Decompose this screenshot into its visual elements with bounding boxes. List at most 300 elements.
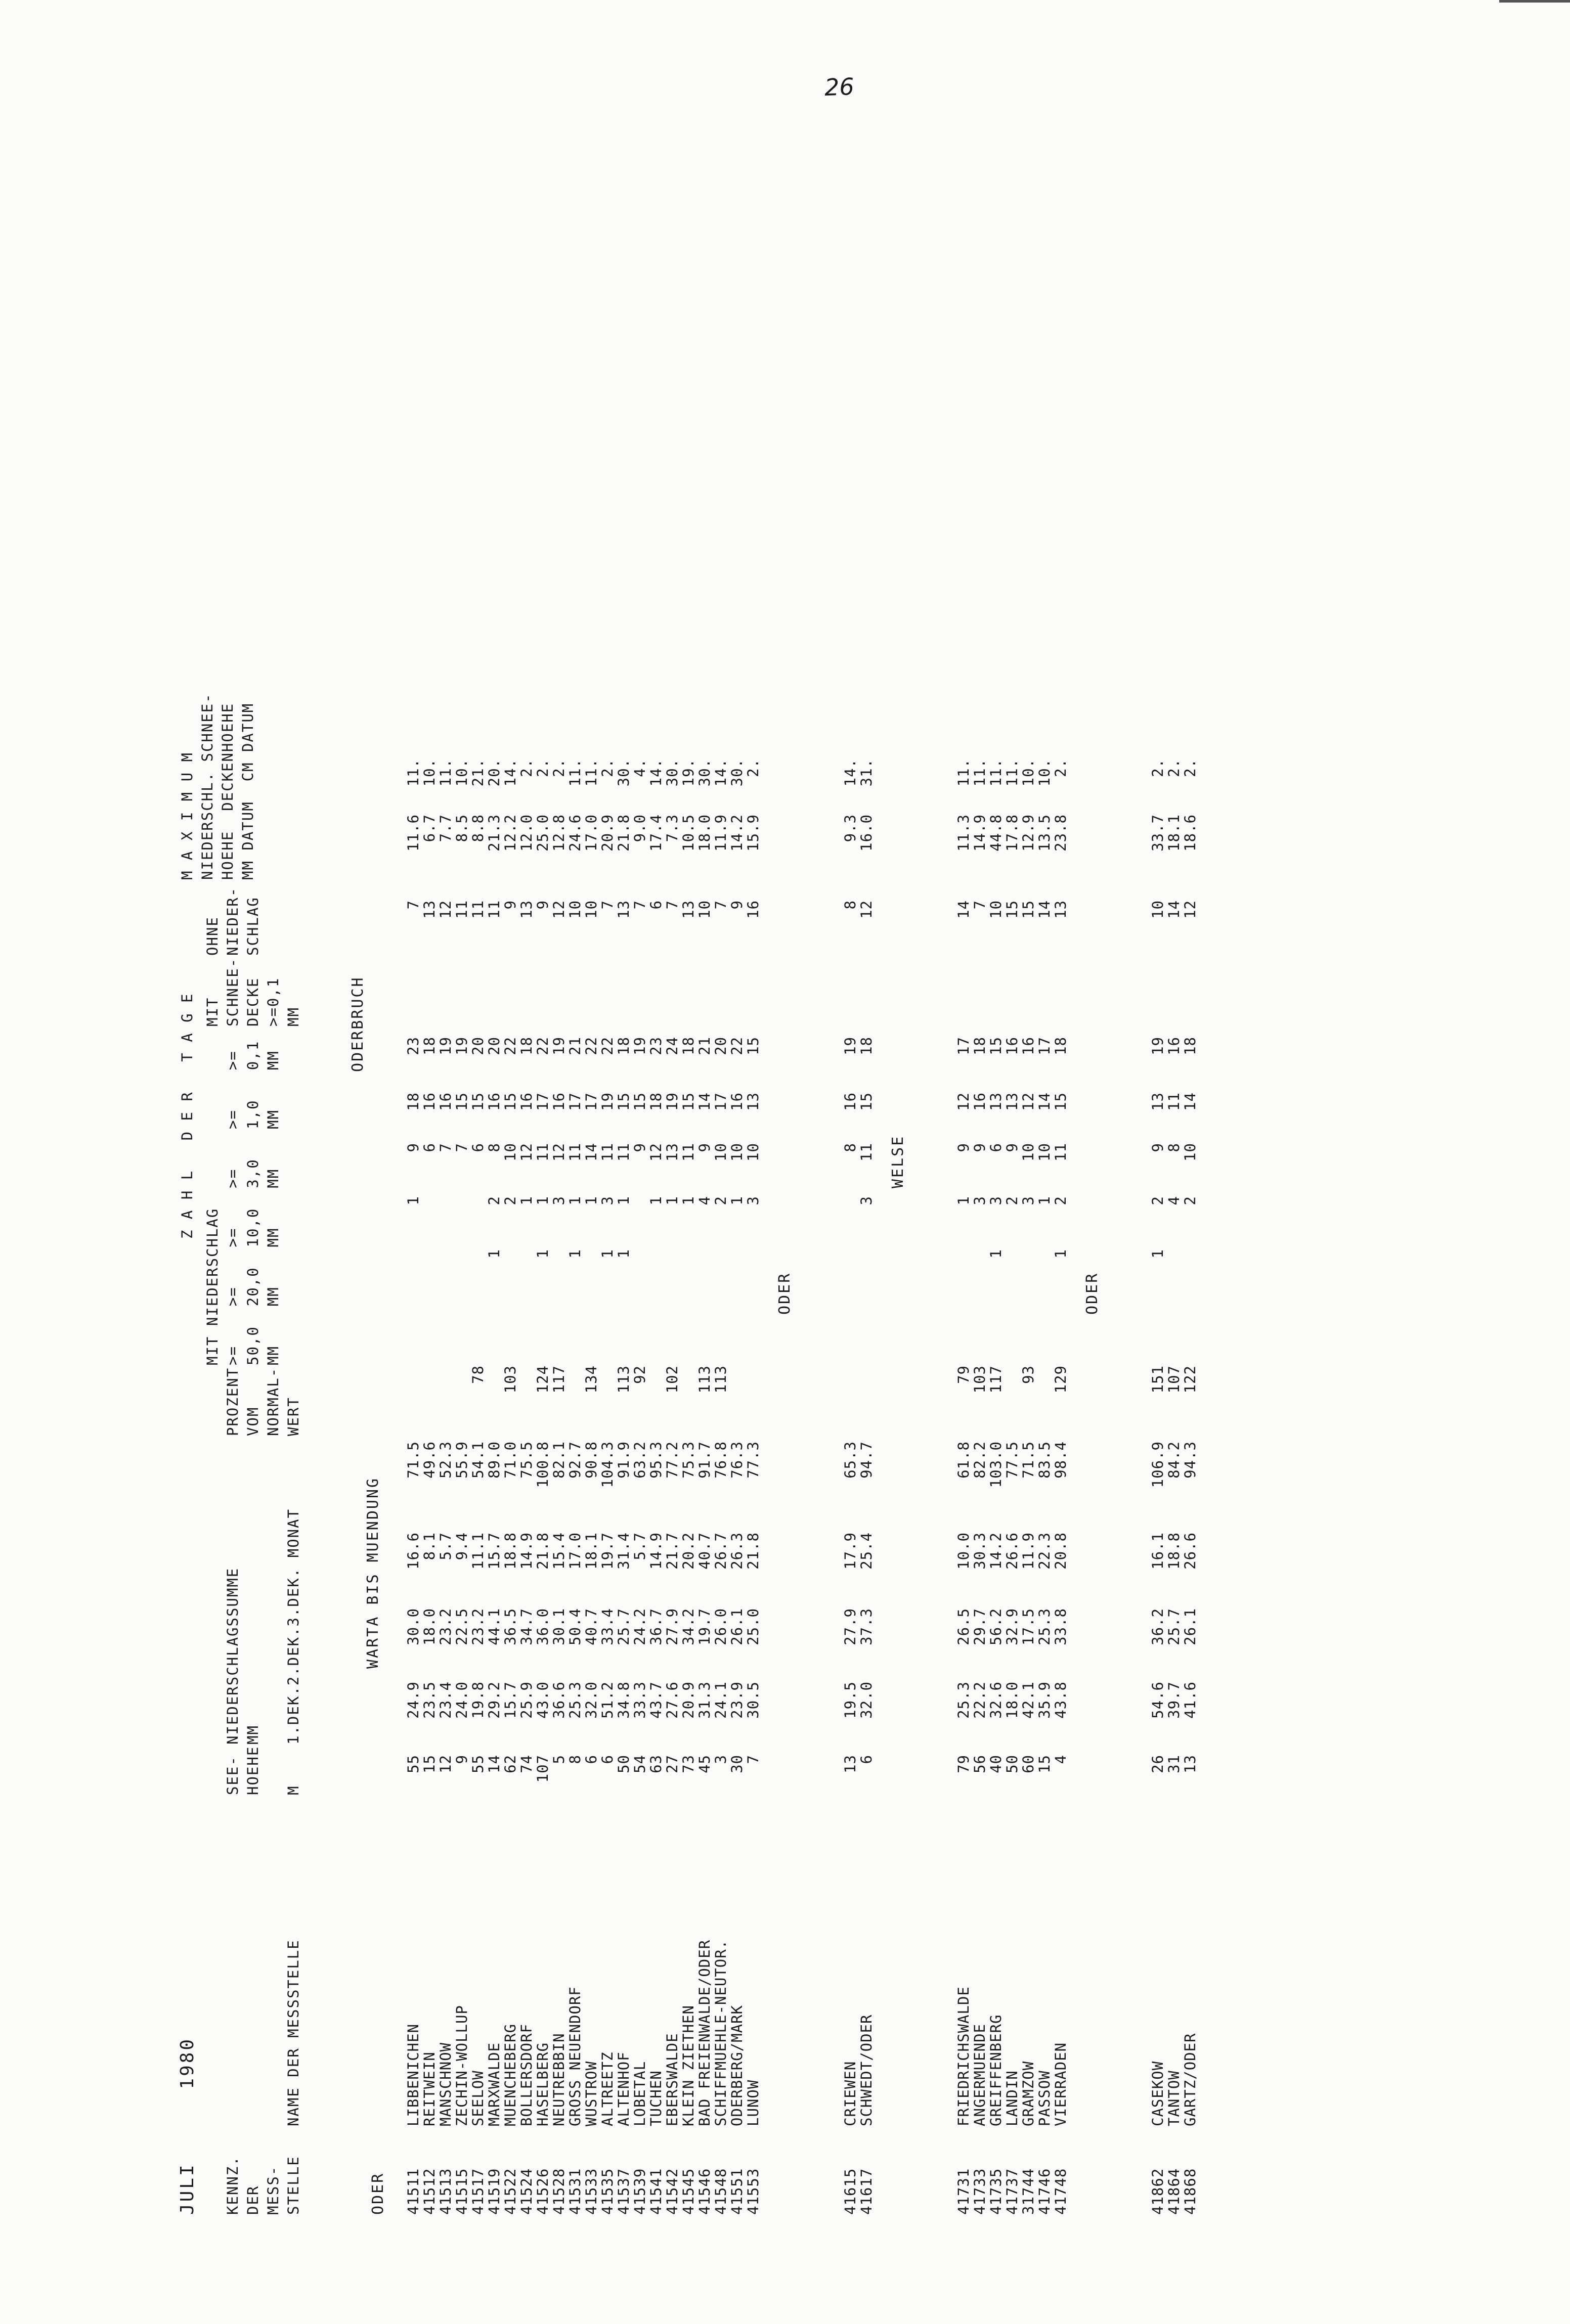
cell-pdt: 2. <box>1182 758 1199 777</box>
cell-mo: 95.3 <box>647 1441 665 1479</box>
cell-z01: 16 <box>1020 1037 1037 1055</box>
cell-d1: 36.6 <box>550 1681 568 1719</box>
cell-z3: 11 <box>858 1143 875 1161</box>
cell-d3: 18.8 <box>1165 1532 1183 1570</box>
cell-nos: 13 <box>421 900 438 919</box>
cell-d2: 50.4 <box>566 1608 584 1645</box>
cell-d3: 26.3 <box>728 1532 746 1570</box>
cell-pdt: 2. <box>518 758 535 777</box>
cell-h: 13 <box>842 1755 859 1773</box>
cell-pct: 107 <box>1165 1365 1183 1394</box>
cell-h: 54 <box>631 1755 648 1773</box>
cell-z10: 1 <box>647 1196 665 1205</box>
cell-mo: 77.2 <box>664 1441 681 1479</box>
cell-pct: 117 <box>987 1365 1005 1394</box>
cell-z01: 15 <box>987 1037 1005 1055</box>
cell-nos: 12 <box>550 900 568 919</box>
cell-id: 41517 <box>469 2168 487 2215</box>
cell-d1: 42.1 <box>1020 1681 1037 1719</box>
cell-z01: 23 <box>647 1037 665 1055</box>
edge-mark <box>1499 0 1570 3</box>
cell-mo: 77.3 <box>745 1441 762 1479</box>
cell-id: 41548 <box>712 2168 729 2215</box>
cell-id: 41526 <box>534 2168 551 2215</box>
cell-z3: 11 <box>599 1143 616 1161</box>
cell-pmm: 25.0 <box>534 814 551 852</box>
cell-mo: 65.3 <box>842 1441 859 1479</box>
cell-d2: 33.4 <box>599 1608 616 1645</box>
cell-z01: 20 <box>469 1037 487 1055</box>
cell-pct: 79 <box>955 1365 972 1384</box>
cell-d2: 23.2 <box>469 1608 487 1645</box>
cell-name: KLEIN ZIETHEN <box>680 2005 697 2126</box>
cell-id: 41512 <box>421 2168 438 2215</box>
cell-d3: 10.0 <box>955 1532 972 1570</box>
cell-id: 41862 <box>1149 2168 1166 2215</box>
cell-id: 41868 <box>1182 2168 1199 2215</box>
cell-d3: 26.6 <box>1182 1532 1199 1570</box>
cell-z10: 3 <box>971 1196 988 1205</box>
cell-pmm: 11.9 <box>712 814 729 852</box>
cell-d1: 23.4 <box>437 1681 454 1719</box>
cell-d1: 25.3 <box>566 1681 584 1719</box>
cell-z20: 1 <box>566 1249 584 1259</box>
cell-z3: 8 <box>486 1143 503 1152</box>
cell-z01: 18 <box>421 1037 438 1055</box>
cell-z3: 8 <box>1165 1143 1183 1152</box>
group-subtitle: WARTA BIS MUENDUNG <box>364 1477 382 1669</box>
cell-pdt: 14. <box>502 758 519 787</box>
cell-pdt: 11. <box>405 758 422 787</box>
cell-h: 50 <box>615 1755 632 1773</box>
cell-h: 6 <box>599 1755 616 1764</box>
cell-pdt: 11. <box>437 758 454 787</box>
cell-z1: 15 <box>453 1092 470 1111</box>
cell-z1: 18 <box>405 1092 422 1111</box>
cell-z3: 10 <box>1182 1143 1199 1161</box>
cell-z1: 15 <box>680 1092 697 1111</box>
cell-nos: 16 <box>745 900 762 919</box>
cell-d2: 56.2 <box>987 1608 1005 1645</box>
cell-pdt: 2. <box>1149 758 1166 777</box>
cell-h: 8 <box>566 1755 584 1764</box>
cell-h: 14 <box>486 1755 503 1773</box>
cell-z3: 9 <box>955 1143 972 1152</box>
cell-pct: 102 <box>664 1365 681 1394</box>
cell-nos: 7 <box>631 900 648 910</box>
cell-z01: 22 <box>728 1037 746 1055</box>
cell-d2: 33.8 <box>1052 1608 1069 1645</box>
cell-name: CRIEWEN <box>842 2061 859 2126</box>
cell-nos: 14 <box>1036 900 1053 919</box>
header-zahl-title: Z A H L D E R T A G E <box>179 993 196 1239</box>
cell-id: 41537 <box>615 2168 632 2215</box>
cell-nos: 12 <box>437 900 454 919</box>
cell-d1: 51.2 <box>599 1681 616 1719</box>
cell-id: 41746 <box>1036 2168 1053 2215</box>
cell-name: EBERSWALDE <box>664 2033 681 2126</box>
cell-d1: 15.7 <box>502 1681 519 1719</box>
cell-pmm: 8.8 <box>469 814 487 842</box>
cell-h: 3 <box>712 1755 729 1764</box>
cell-d3: 11.1 <box>469 1532 487 1570</box>
cell-z1: 16 <box>728 1092 746 1111</box>
cell-nos: 15 <box>1020 900 1037 919</box>
cell-d1: 27.6 <box>664 1681 681 1719</box>
cell-d1: 20.9 <box>680 1681 697 1719</box>
cell-id: 41545 <box>680 2168 697 2215</box>
cell-pct: 103 <box>971 1365 988 1394</box>
cell-z3: 11 <box>615 1143 632 1161</box>
month-year-line <box>177 1977 198 2215</box>
cell-nos: 13 <box>680 900 697 919</box>
cell-mo: 75.5 <box>518 1441 535 1479</box>
cell-pdt: 19. <box>680 758 697 787</box>
cell-d3: 21.8 <box>534 1532 551 1570</box>
cell-z1: 14 <box>1036 1092 1053 1111</box>
cell-d2: 25.0 <box>745 1608 762 1645</box>
cell-z3: 8 <box>842 1143 859 1152</box>
cell-pdt: 2. <box>745 758 762 777</box>
cell-d1: 23.9 <box>728 1681 746 1719</box>
cell-nos: 7 <box>664 900 681 910</box>
cell-pmm: 13.5 <box>1036 814 1053 852</box>
cell-mo: 75.3 <box>680 1441 697 1479</box>
cell-pmm: 7.7 <box>437 814 454 842</box>
cell-pmm: 17.4 <box>647 814 665 852</box>
cell-pdt: 10. <box>421 758 438 787</box>
cell-h: 63 <box>647 1755 665 1773</box>
cell-pdt: 2. <box>1165 758 1183 777</box>
cell-d3: 21.7 <box>664 1532 681 1570</box>
cell-pct: 124 <box>534 1365 551 1394</box>
cell-h: 79 <box>955 1755 972 1773</box>
cell-pmm: 12.9 <box>1020 814 1037 852</box>
cell-pct: 113 <box>696 1365 713 1394</box>
cell-pmm: 33.7 <box>1149 814 1166 852</box>
cell-d3: 22.3 <box>1036 1532 1053 1570</box>
cell-pmm: 17.0 <box>583 814 600 852</box>
cell-d1: 32.0 <box>583 1681 600 1719</box>
cell-pmm: 16.0 <box>858 814 875 852</box>
cell-d3: 14.9 <box>518 1532 535 1570</box>
cell-name: BAD FREIENWALDE/ODER <box>696 1939 713 2126</box>
cell-d3: 16.1 <box>1149 1532 1166 1570</box>
cell-d1: 39.7 <box>1165 1681 1183 1719</box>
cell-mo: 100.8 <box>534 1441 551 1488</box>
cell-name: FRIEDRICHSWALDE <box>955 1986 972 2126</box>
cell-d3: 5.7 <box>437 1532 454 1560</box>
cell-d2: 37.3 <box>858 1608 875 1645</box>
cell-mo: 90.8 <box>583 1441 600 1479</box>
cell-z3: 14 <box>583 1143 600 1161</box>
cell-pct: 113 <box>615 1365 632 1394</box>
cell-d1: 43.8 <box>1052 1681 1069 1719</box>
cell-mo: 84.2 <box>1165 1441 1183 1479</box>
cell-z01: 18 <box>1052 1037 1069 1055</box>
cell-id: 41535 <box>599 2168 616 2215</box>
cell-id: 41533 <box>583 2168 600 2215</box>
cell-id: 41531 <box>566 2168 584 2215</box>
cell-pdt: 20. <box>486 758 503 787</box>
cell-d2: 30.1 <box>550 1608 568 1645</box>
year-label: 1980 <box>177 2037 198 2089</box>
cell-z3: 10 <box>712 1143 729 1161</box>
cell-z3: 9 <box>1004 1143 1021 1152</box>
cell-name: ALTREETZ <box>599 2051 616 2126</box>
cell-z01: 19 <box>1149 1037 1166 1055</box>
cell-id: 41524 <box>518 2168 535 2215</box>
cell-name: CASEKOW <box>1149 2061 1166 2126</box>
cell-id: 41522 <box>502 2168 519 2215</box>
river-label: ODER <box>369 2172 387 2215</box>
cell-z01: 23 <box>405 1037 422 1055</box>
cell-z1: 19 <box>664 1092 681 1111</box>
cell-z1: 13 <box>987 1092 1005 1111</box>
cell-pmm: 8.5 <box>453 814 470 842</box>
cell-z3: 13 <box>664 1143 681 1161</box>
cell-pdt: 11. <box>583 758 600 787</box>
cell-nos: 11 <box>486 900 503 919</box>
cell-name: TANTOW <box>1165 2070 1183 2126</box>
cell-id: 41731 <box>955 2168 972 2215</box>
cell-h: 31 <box>1165 1755 1183 1773</box>
cell-mo: 82.1 <box>550 1441 568 1479</box>
cell-d1: 32.0 <box>858 1681 875 1719</box>
cell-z10: 3 <box>550 1196 568 1205</box>
cell-pmm: 11.3 <box>955 814 972 852</box>
cell-pct: 93 <box>1020 1365 1037 1384</box>
cell-z01: 16 <box>1165 1037 1183 1055</box>
cell-d1: 31.3 <box>696 1681 713 1719</box>
cell-z3: 10 <box>502 1143 519 1161</box>
cell-z10: 1 <box>566 1196 584 1205</box>
cell-id: 41864 <box>1165 2168 1183 2215</box>
cell-h: 15 <box>421 1755 438 1773</box>
cell-id: 41551 <box>728 2168 746 2215</box>
cell-pct: 122 <box>1182 1365 1199 1394</box>
cell-name: MUENCHEBERG <box>502 2023 519 2126</box>
cell-id: 31744 <box>1020 2168 1037 2215</box>
cell-pmm: 24.6 <box>566 814 584 852</box>
cell-h: 4 <box>1052 1755 1069 1764</box>
cell-z01: 17 <box>1036 1037 1053 1055</box>
cell-d2: 36.7 <box>647 1608 665 1645</box>
cell-h: 60 <box>1020 1755 1037 1773</box>
cell-name: SEELOW <box>469 2070 487 2126</box>
cell-name: VIERRADEN <box>1052 2042 1069 2126</box>
cell-mo: 94.3 <box>1182 1441 1199 1479</box>
cell-d3: 8.1 <box>421 1532 438 1560</box>
cell-d3: 17.0 <box>566 1532 584 1570</box>
cell-d1: 24.1 <box>712 1681 729 1719</box>
cell-id: 41737 <box>1004 2168 1021 2215</box>
cell-mo: 103.0 <box>987 1441 1005 1488</box>
cell-mo: 49.6 <box>421 1441 438 1479</box>
cell-d3: 20.8 <box>1052 1532 1069 1570</box>
cell-d2: 25.3 <box>1036 1608 1053 1645</box>
cell-id: 41553 <box>745 2168 762 2215</box>
cell-d2: 26.0 <box>712 1608 729 1645</box>
cell-z10: 1 <box>1036 1196 1053 1205</box>
cell-z3: 6 <box>421 1143 438 1152</box>
cell-z3: 11 <box>566 1143 584 1161</box>
cell-nos: 15 <box>1004 900 1021 919</box>
cell-d3: 18.1 <box>583 1532 600 1570</box>
cell-pmm: 10.5 <box>680 814 697 852</box>
cell-z1: 16 <box>486 1092 503 1111</box>
cell-d1: 24.9 <box>405 1681 422 1719</box>
cell-h: 74 <box>518 1755 535 1773</box>
cell-z01: 22 <box>583 1037 600 1055</box>
cell-name: SCHWEDT/ODER <box>858 2014 875 2126</box>
cell-d3: 26.6 <box>1004 1532 1021 1570</box>
cell-nos: 10 <box>1149 900 1166 919</box>
cell-z3: 6 <box>469 1143 487 1152</box>
cell-h: 6 <box>583 1755 600 1764</box>
cell-d2: 26.1 <box>728 1608 746 1645</box>
cell-name: HASELBERG <box>534 2042 551 2126</box>
cell-pct: 117 <box>550 1365 568 1394</box>
cell-d3: 30.3 <box>971 1532 988 1570</box>
header-niederschlag: NIEDERSCHLAGSSUMME MM 1.DEK.2.DEK.3.DEK. MONAT <box>224 1508 302 1745</box>
cell-nos: 9 <box>502 900 519 910</box>
cell-d3: 11.9 <box>1020 1532 1037 1570</box>
cell-d2: 17.5 <box>1020 1608 1037 1645</box>
cell-h: 9 <box>453 1755 470 1764</box>
cell-mo: 106.9 <box>1149 1441 1166 1488</box>
cell-id: 41528 <box>550 2168 568 2215</box>
cell-d2: 36.5 <box>502 1608 519 1645</box>
cell-nos: 7 <box>971 900 988 910</box>
cell-mo: 76.8 <box>712 1441 729 1479</box>
cell-d2: 29.7 <box>971 1608 988 1645</box>
cell-d2: 34.7 <box>518 1608 535 1645</box>
cell-z01: 15 <box>745 1037 762 1055</box>
cell-mo: 52.3 <box>437 1441 454 1479</box>
cell-d2: 26.1 <box>1182 1608 1199 1645</box>
cell-z3: 11 <box>680 1143 697 1161</box>
cell-pmm: 18.1 <box>1165 814 1183 852</box>
cell-mo: 83.5 <box>1036 1441 1053 1479</box>
cell-d2: 24.2 <box>631 1608 648 1645</box>
cell-z1: 13 <box>1004 1092 1021 1111</box>
cell-pmm: 12.0 <box>518 814 535 852</box>
cell-pdt: 10. <box>453 758 470 787</box>
cell-z10: 1 <box>955 1196 972 1205</box>
cell-id: 41519 <box>486 2168 503 2215</box>
cell-mo: 89.0 <box>486 1441 503 1479</box>
cell-h: 7 <box>745 1755 762 1764</box>
cell-pmm: 14.2 <box>728 814 746 852</box>
cell-d1: 24.0 <box>453 1681 470 1719</box>
cell-h: 26 <box>1149 1755 1166 1773</box>
cell-name: TUCHEN <box>647 2070 665 2126</box>
cell-nos: 11 <box>469 900 487 919</box>
cell-id: 41541 <box>647 2168 665 2215</box>
cell-z10: 4 <box>1165 1196 1183 1205</box>
cell-z01: 18 <box>680 1037 697 1055</box>
cell-mo: 63.2 <box>631 1441 648 1479</box>
cell-d3: 40.7 <box>696 1532 713 1570</box>
cell-mo: 104.3 <box>599 1441 616 1488</box>
cell-id: 41513 <box>437 2168 454 2215</box>
cell-d2: 27.9 <box>664 1608 681 1645</box>
cell-z10: 2 <box>1052 1196 1069 1205</box>
cell-h: 15 <box>1036 1755 1053 1773</box>
cell-z01: 16 <box>1004 1037 1021 1055</box>
header-kennz: KENNZ. DER MESS- STELLE <box>224 2156 302 2215</box>
cell-z1: 14 <box>696 1092 713 1111</box>
cell-z3: 12 <box>550 1143 568 1161</box>
cell-z01: 19 <box>631 1037 648 1055</box>
cell-z20: 1 <box>615 1249 632 1259</box>
cell-nos: 12 <box>858 900 875 919</box>
cell-nos: 9 <box>534 900 551 910</box>
cell-z01: 20 <box>486 1037 503 1055</box>
cell-pdt: 14. <box>842 758 859 787</box>
cell-nos: 13 <box>615 900 632 919</box>
cell-pdt: 11. <box>566 758 584 787</box>
cell-z10: 3 <box>987 1196 1005 1205</box>
cell-mo: 61.8 <box>955 1441 972 1479</box>
header-name: NAME DER MESSSTELLE <box>285 1939 302 2126</box>
group-subtitle: ODER <box>776 1272 794 1315</box>
cell-d3: 18.8 <box>502 1532 519 1570</box>
cell-pmm: 12.8 <box>550 814 568 852</box>
cell-d1: 19.8 <box>469 1681 487 1719</box>
cell-id: 41615 <box>842 2168 859 2215</box>
cell-z10: 3 <box>858 1196 875 1205</box>
cell-d2: 32.9 <box>1004 1608 1021 1645</box>
cell-pmm: 20.9 <box>599 814 616 852</box>
cell-z1: 17 <box>534 1092 551 1111</box>
cell-pdt: 11. <box>1004 758 1021 787</box>
cell-name: MARXWALDE <box>486 2042 503 2126</box>
cell-d1: 29.2 <box>486 1681 503 1719</box>
cell-z01: 22 <box>534 1037 551 1055</box>
cell-h: 55 <box>405 1755 422 1773</box>
cell-d1: 43.7 <box>647 1681 665 1719</box>
cell-d1: 34.8 <box>615 1681 632 1719</box>
cell-mo: 71.5 <box>1020 1441 1037 1479</box>
page-number: 26 <box>824 72 855 102</box>
cell-nos: 7 <box>405 900 422 910</box>
cell-z10: 1 <box>680 1196 697 1205</box>
cell-d2: 40.7 <box>583 1608 600 1645</box>
cell-pmm: 14.9 <box>971 814 988 852</box>
cell-d1: 30.5 <box>745 1681 762 1719</box>
cell-d1: 23.5 <box>421 1681 438 1719</box>
cell-z10: 1 <box>664 1196 681 1205</box>
cell-z3: 12 <box>647 1143 665 1161</box>
cell-z3: 7 <box>437 1143 454 1152</box>
cell-z10: 1 <box>534 1196 551 1205</box>
cell-z1: 13 <box>745 1092 762 1111</box>
cell-name: LIBBENICHEN <box>405 2023 422 2126</box>
cell-z10: 4 <box>696 1196 713 1205</box>
cell-z1: 15 <box>858 1092 875 1111</box>
cell-z10: 2 <box>1149 1196 1166 1205</box>
cell-nos: 10 <box>696 900 713 919</box>
cell-name: ODERBERG/MARK <box>728 2005 746 2126</box>
cell-z01: 18 <box>518 1037 535 1055</box>
cell-nos: 13 <box>518 900 535 919</box>
cell-z01: 20 <box>712 1037 729 1055</box>
cell-z3: 9 <box>405 1143 422 1152</box>
cell-d1: 54.6 <box>1149 1681 1166 1719</box>
header-zahl-sub: MIT NIEDERSCHLAG >= >= >= >= >= >= 50,0 20,0 10,0 3,0 1,0 0,1 MM MM MM MM MM MM <box>204 1040 282 1365</box>
